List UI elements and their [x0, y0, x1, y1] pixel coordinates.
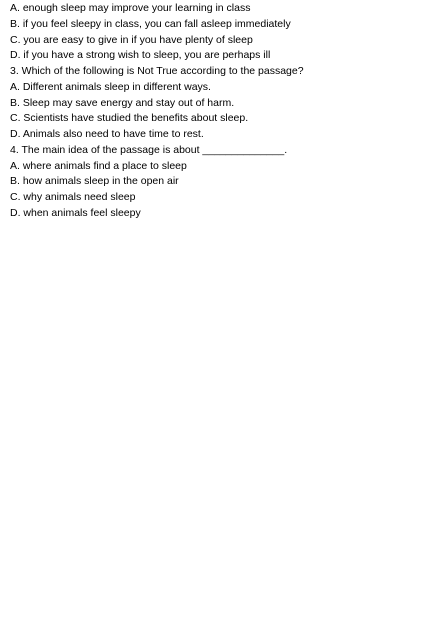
q4-option-c: C. why animals need sleep [10, 191, 136, 203]
q3-option-c: C. Scientists have studied the benefits about sleep. [10, 112, 249, 125]
q3-option-d: D. Animals also need to have time to rest. [10, 128, 204, 140]
q4-option-d: D. when animals feel sleepy [10, 206, 141, 219]
question-3: 3. Which of the following is Not True according to the passage? [10, 65, 304, 77]
q4-option-a: A. where animals find a place to sleep [10, 159, 187, 172]
q4-option-b: B. how animals sleep in the open air [10, 175, 179, 188]
q3-option-a: A. Different animals sleep in different ways. [10, 80, 211, 93]
question-4: 4. The main idea of the passage is about ______________. [10, 143, 288, 156]
q2-option-d: D. if you have a strong wish to sleep, you are perhaps ill [10, 49, 271, 62]
q2-option-a: A. enough sleep may improve your learning in class [10, 2, 251, 14]
q3-option-b: B. Sleep may save energy and stay out of harm. [10, 96, 235, 109]
q2-option-b: B. if you feel sleepy in class, you can fall asleep immediately [10, 17, 291, 30]
document-page [10, 1, 420, 222]
q2-option-c: C. you are easy to give in if you have plenty of sleep [10, 33, 253, 46]
